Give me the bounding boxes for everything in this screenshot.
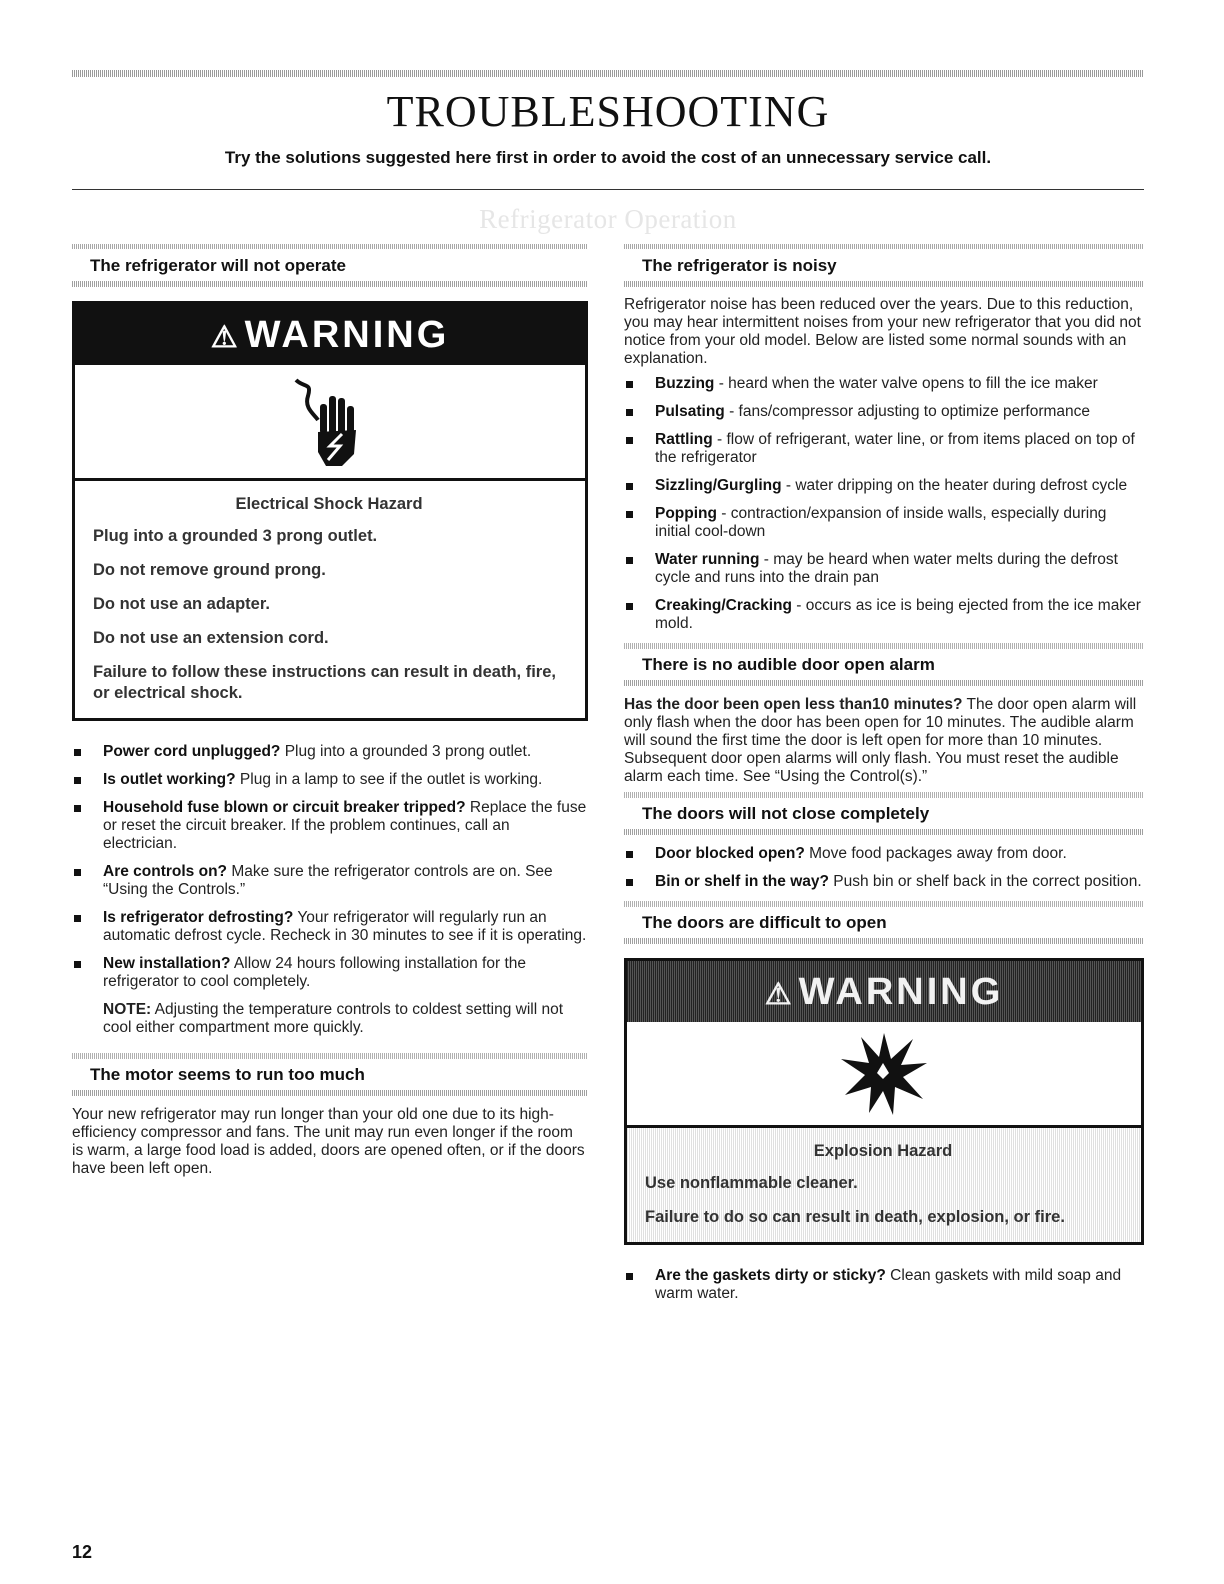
warning-label: WARNING (244, 314, 450, 356)
bullet-icon (626, 603, 633, 610)
doors-open-list (624, 1267, 1144, 1303)
list-item (72, 799, 588, 853)
item-text: Replace the fuse or reset the circuit breaker. If the problem continues, call an electrician. (103, 799, 587, 852)
list-item (624, 431, 1144, 467)
list-item (624, 477, 1144, 495)
item-bold: Power cord unplugged? (103, 743, 281, 760)
will-not-operate-list (72, 743, 588, 991)
subtitle-divider (72, 189, 1144, 190)
bullet-icon (626, 557, 633, 564)
warning-line: Do not use an adapter. (93, 595, 270, 613)
section-rule-left (72, 244, 588, 249)
warning-banner (75, 304, 585, 365)
noisy-intro: Refrigerator noise has been reduced over the years. Due to this reduction, you may hear intermittent noises from your new refrigerator that you did not notice from your old model. Below are listed some normal sounds with an explanation. (624, 296, 1141, 367)
item-text: Plug in a lamp to see if the outlet is working. (235, 771, 543, 788)
heading-rule (624, 829, 1144, 835)
heading-motor: The motor seems to run too much (90, 1065, 365, 1084)
item-text: Push bin or shelf back in the correct position. (828, 873, 1142, 890)
warning-line: Do not remove ground prong. (93, 561, 326, 579)
heading-alarm: There is no audible door open alarm (642, 655, 935, 674)
warning-line: Do not use an extension cord. (93, 629, 329, 647)
bullet-icon (626, 851, 633, 858)
item-bold: Sizzling/Gurgling (655, 477, 782, 494)
page-title: TROUBLESHOOTING (386, 87, 830, 136)
item-text: - fans/compressor adjusting to optimize performance (724, 403, 1091, 420)
list-item (624, 873, 1144, 891)
alarm-text (624, 696, 1144, 786)
heading-rule (624, 680, 1144, 686)
item-text: Clean gaskets with mild soap and warm water. (655, 1267, 1122, 1302)
warning-triangle-icon: ⚠ (764, 978, 795, 1011)
electrical-shock-hand-icon (75, 365, 585, 481)
item-text: Move food packages away from door. (804, 845, 1067, 862)
bullet-icon (74, 961, 81, 968)
warning-banner (627, 961, 1141, 1022)
hazard-title: Explosion Hazard (813, 1142, 953, 1160)
bullet-icon (626, 483, 633, 490)
item-bold: Water running (655, 551, 760, 568)
item-text: - heard when the water valve opens to fill the ice maker (714, 375, 1098, 392)
heading-doors-close: The doors will not close completely (642, 804, 930, 823)
list-item (624, 505, 1144, 541)
list-item (72, 863, 588, 899)
warning-line: Plug into a grounded 3 prong outlet. (93, 527, 378, 545)
heading-rule (72, 1090, 588, 1096)
item-bold: Door blocked open? (655, 845, 805, 862)
heading-rule (624, 281, 1144, 287)
note-text: Adjusting the temperature controls to coldest setting will not cool either compartment more quickly. (103, 1001, 564, 1036)
list-item (72, 743, 588, 761)
item-bold: Are the gaskets dirty or sticky? (655, 1267, 886, 1284)
item-text: Your refrigerator will regularly run an automatic defrost cycle. Recheck in 30 minutes to see if it is operating. (103, 909, 587, 944)
bullet-icon (74, 869, 81, 876)
bullet-icon (626, 1273, 633, 1280)
item-bold: Are controls on? (103, 863, 228, 880)
warning-line: Use nonflammable cleaner. (645, 1174, 858, 1192)
noisy-list (624, 375, 1144, 633)
right-column (624, 250, 1144, 1313)
heading-rule (624, 938, 1144, 944)
item-text: Allow 24 hours following installation for the refrigerator to cool completely. (103, 955, 526, 990)
bullet-icon (74, 915, 81, 922)
warning-text (75, 481, 585, 718)
item-bold: Buzzing (655, 375, 715, 392)
item-bold: Creaking/Cracking (655, 597, 792, 614)
item-bold: Is outlet working? (103, 771, 236, 788)
bullet-icon (74, 749, 81, 756)
item-text: - flow of refrigerant, water line, or from items placed on top of the refrigerator (655, 431, 1135, 466)
left-column (72, 250, 588, 1178)
bullet-icon (626, 437, 633, 444)
warning-line: Failure to do so can result in death, explosion, or fire. (645, 1208, 1065, 1226)
item-text: Plug into a grounded 3 prong outlet. (280, 743, 532, 760)
warning-text (627, 1128, 1141, 1242)
item-bold: Household fuse blown or circuit breaker tripped? (103, 799, 466, 816)
note (72, 1001, 588, 1037)
note-label: NOTE: (103, 1001, 152, 1018)
explosion-warning-box (624, 958, 1144, 1245)
bullet-icon (626, 409, 633, 416)
heading-rule (72, 281, 588, 287)
shock-warning-box (72, 301, 588, 721)
heading-will-not-operate: The refrigerator will not operate (90, 256, 346, 275)
list-item (624, 375, 1144, 393)
bullet-icon (74, 777, 81, 784)
item-bold: Pulsating (655, 403, 725, 420)
bullet-icon (626, 511, 633, 518)
explosion-icon (627, 1022, 1141, 1128)
top-rule (72, 70, 1144, 77)
list-item (624, 403, 1144, 421)
item-text: - occurs as ice is being ejected from the ice maker mold. (655, 597, 1141, 632)
bullet-icon (626, 879, 633, 886)
page-subtitle: Try the solutions suggested here first in order to avoid the cost of an unnecessary service call. (224, 148, 992, 167)
warning-line: Failure to follow these instructions can result in death, fire, or electrical shock. (93, 663, 556, 702)
item-text: - may be heard when water melts during the defrost cycle and runs into the drain pan (655, 551, 1118, 586)
bullet-icon (74, 805, 81, 812)
motor-text: Your new refrigerator may run longer than your old one due to its high-efficiency compressor and fans. The unit may run even longer if the room is warm, a large food load is added, doors are opened often, or if the doors have been left open. (72, 1106, 585, 1177)
list-item (72, 909, 588, 945)
item-bold: New installation? (103, 955, 231, 972)
section-rule-right (624, 244, 1144, 249)
item-bold: Popping (655, 505, 717, 522)
item-text: - water dripping on the heater during defrost cycle (781, 477, 1128, 494)
list-item (72, 771, 588, 789)
item-text: - contraction/expansion of inside walls, especially during initial cool-down (655, 505, 1107, 540)
list-item (624, 597, 1144, 633)
alarm-bold: Has the door been open less than10 minutes? (624, 696, 963, 713)
bullet-icon (626, 381, 633, 388)
hazard-title: Electrical Shock Hazard (235, 495, 423, 513)
list-item (624, 551, 1144, 587)
item-bold: Is refrigerator defrosting? (103, 909, 294, 926)
warning-triangle-icon: ⚠ (210, 321, 241, 354)
page-number: 12 (72, 1542, 93, 1562)
list-item (624, 845, 1144, 863)
warning-label: WARNING (798, 971, 1004, 1013)
doors-close-list (624, 845, 1144, 891)
alarm-body: The door open alarm will only flash when the door has been open for 10 minutes. The audible alarm will sound the first time the door is left open for more than 10 minutes. Subsequent door open alarms will only flash. You must reset the audible alarm each time. See “Using the Control(s).” (624, 696, 1137, 785)
heading-doors-open: The doors are difficult to open (642, 913, 887, 932)
list-item (624, 1267, 1144, 1303)
item-text: Make sure the refrigerator controls are on. See “Using the Controls.” (103, 863, 553, 898)
section-title: Refrigerator Operation (479, 204, 737, 234)
item-bold: Rattling (655, 431, 713, 448)
item-bold: Bin or shelf in the way? (655, 873, 829, 890)
list-item (72, 955, 588, 991)
heading-noisy: The refrigerator is noisy (642, 256, 837, 275)
